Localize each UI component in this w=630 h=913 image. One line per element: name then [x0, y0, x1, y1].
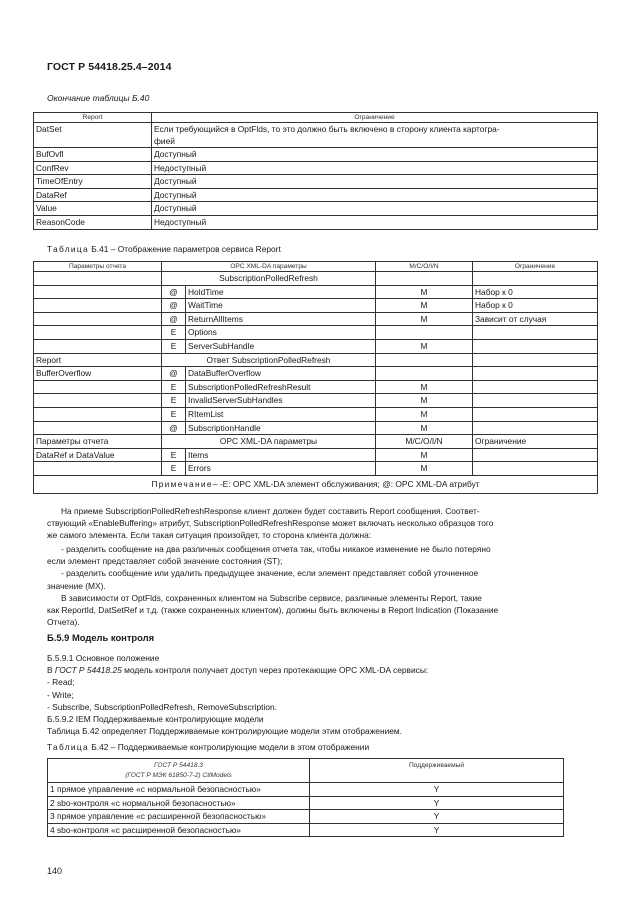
table-40-header-report: Report [34, 113, 152, 123]
table-cell: E [162, 462, 186, 476]
cell-line: Если требующийся в OptFlds, то это должно быть включено в сторону клиента картогра- [154, 124, 500, 134]
table-cell [34, 394, 162, 408]
table-cell: Зависит от случая [473, 312, 598, 326]
text-span: модель контроля получает доступ через протекающие OPC XML-DA сервисы: [124, 665, 429, 676]
table-cell: OPC XML-DA параметры [162, 435, 376, 449]
table-row [34, 175, 598, 189]
table-row [34, 407, 598, 421]
table-row [34, 312, 598, 326]
table-40 [33, 112, 598, 230]
table-row [34, 353, 598, 367]
text-line: Таблица Б.42 определяет Поддерживаемые контролирующие модели этим отображением. [47, 726, 403, 737]
table-cell [34, 339, 162, 353]
table-cell: Доступный [152, 148, 598, 162]
table-cell: Недоступный [152, 161, 598, 175]
table-cell: WaitTime [186, 299, 376, 313]
document-header: ГОСТ Р 54418.25.4–2014 [47, 61, 172, 73]
caption-text: Б.41 – Отображение параметров сервиса Report [91, 244, 281, 254]
table-cell: ConfRev [34, 161, 152, 175]
table-row [34, 339, 598, 353]
table-cell: SubscriptionHandle [186, 421, 376, 435]
table-cell: InvalidServerSubHandles [186, 394, 376, 408]
table-41-header-constraint: Ограничение [473, 262, 598, 272]
table-cell [376, 367, 473, 381]
text-line: же самого элемента. Если такая ситуация произойдет, то сторона клиента должна: [47, 530, 372, 541]
table-cell: M [376, 448, 473, 462]
table-cell: Y [310, 810, 564, 824]
table-row [48, 823, 564, 837]
table-cell [473, 326, 598, 340]
paragraph-2 [47, 543, 583, 628]
table-cell: 1 прямое управление «с нормальной безопасностью» [48, 783, 310, 797]
standard-ref: ГОСТ Р 54418.25 [54, 665, 122, 676]
text-line: Отчета). [47, 617, 80, 628]
table-cell: E [162, 448, 186, 462]
table-cell: 4 sbo-контроля «с расширенной безопасностью» [48, 823, 310, 837]
table-cell: 3 прямое управление «с расширенной безопасностью» [48, 810, 310, 824]
table-cell [473, 462, 598, 476]
table-cell: @ [162, 285, 186, 299]
text-span: В [47, 665, 53, 676]
table-41-header-mcoin: M/C/O/I/N [376, 262, 473, 272]
note-text: – -E: OPC XML-DA элемент обслуживания; @: OPC XML-DA атрибут [212, 478, 480, 489]
table-cell: @ [162, 312, 186, 326]
table-cell: BufferOverflow [34, 367, 162, 381]
table-cell: Items [186, 448, 376, 462]
table-cell: @ [162, 367, 186, 381]
table-cell: RItemList [186, 407, 376, 421]
table-cell: M [376, 407, 473, 421]
table-cell: Y [310, 823, 564, 837]
table-cell [34, 285, 162, 299]
page-number: 140 [47, 866, 63, 876]
section-heading: Б.5.9 Модель контроля [47, 632, 155, 643]
table-cell [34, 299, 162, 313]
text-line: если элемент представляет собой значение состояния (ST); [47, 556, 283, 567]
table-row [34, 161, 598, 175]
table-41-header-opc: OPC XML-DA параметры [162, 262, 376, 272]
table-cell [376, 272, 473, 286]
table-cell: M [376, 285, 473, 299]
table-row [34, 215, 598, 229]
table-cell: E [162, 339, 186, 353]
table-cell: ServerSubHandle [186, 339, 376, 353]
table-cell: M [376, 339, 473, 353]
table-row [34, 462, 598, 476]
table-cell [473, 339, 598, 353]
caption-text: Б.42 – Поддерживаемые контролирующие модели в этом отображении [91, 742, 370, 752]
table-row [34, 202, 598, 216]
caption-prefix: Таблица [47, 742, 89, 752]
table-cell: M [376, 299, 473, 313]
paragraph-1-cont [47, 517, 583, 541]
table-cell: DataRef и DataValue [34, 448, 162, 462]
table-cell [34, 462, 162, 476]
text-line: Б.5.9.2 IEM Поддерживаемые контролирующие модели [47, 714, 264, 725]
table-cell: M [376, 462, 473, 476]
table-cell: Недоступный [152, 215, 598, 229]
list-item: - Write; [47, 689, 74, 700]
table-row [34, 188, 598, 202]
table-cell: Доступный [152, 175, 598, 189]
table-cell: 2 sbo-контроля «с нормальной безопасностью» [48, 796, 310, 810]
table-42-header-ctlmodels [48, 759, 310, 783]
table-cell [473, 367, 598, 381]
table-cell [473, 272, 598, 286]
list-item: - Read; [47, 677, 75, 688]
table-cell: DataBufferOverflow [186, 367, 376, 381]
caption-prefix: Таблица [47, 244, 89, 254]
table-cell: M/C/O/I/N [376, 435, 473, 449]
table-cell: E [162, 394, 186, 408]
table-row [34, 272, 598, 286]
table-cell: ReasonCode [34, 215, 152, 229]
table-cell: M [376, 312, 473, 326]
table-row [34, 448, 598, 462]
text-line: ствующий «EnableBuffering» атрибут, SubscriptionPolledRefreshResponse может включать несколько образцов того [47, 518, 494, 528]
table-cell: Ответ SubscriptionPolledRefresh [162, 353, 376, 367]
table-cell: M [376, 421, 473, 435]
table-row [34, 380, 598, 394]
table-42-header-supported: Поддерживаемый [310, 759, 564, 783]
table-cell: Errors [186, 462, 376, 476]
table-row [34, 299, 598, 313]
table-row [34, 367, 598, 381]
table-row [34, 148, 598, 162]
table-cell: Options [186, 326, 376, 340]
table-cell [34, 326, 162, 340]
list-item: - Subscribe, SubscriptionPolledRefresh, RemoveSubscription. [47, 701, 277, 712]
text-line [47, 664, 583, 676]
text-line: В зависимости от OptFlds, сохраненных клиентом на Subscribe сервисе, различные элементы Report, такие [61, 592, 482, 603]
table-row [34, 123, 598, 148]
table-cell: E [162, 407, 186, 421]
table-cell [473, 394, 598, 408]
table-cell: Ограничение [473, 435, 598, 449]
table-41-note [34, 475, 598, 493]
text-line: Б.5.9.1 Основное положение [47, 653, 160, 663]
table-cell: Y [310, 783, 564, 797]
text-line: - разделить сообщение или удалить предыдущее значение, если элемент представляет собой уточненное [61, 568, 479, 579]
table-42 [47, 758, 564, 837]
table-cell: @ [162, 421, 186, 435]
table-cell: M [376, 380, 473, 394]
table-cell: SubscriptionPolledRefreshResult [186, 380, 376, 394]
table-cell [473, 448, 598, 462]
table-cell: Доступный [152, 188, 598, 202]
note-prefix: Примечание [151, 478, 213, 489]
table-row [48, 796, 564, 810]
table-cell: DatSet [34, 123, 152, 148]
table-row [34, 421, 598, 435]
table-41 [33, 261, 598, 494]
table-cell: @ [162, 299, 186, 313]
section-body [47, 652, 583, 737]
table-40-header-constraint: Ограничение [152, 113, 598, 123]
text-line: значение (MX). [47, 580, 106, 591]
table-row [48, 783, 564, 797]
table-cell [34, 272, 162, 286]
table-cell [473, 421, 598, 435]
table-cell [473, 380, 598, 394]
table-cell [34, 312, 162, 326]
table-cell: ReturnAllItems [186, 312, 376, 326]
table-row [48, 810, 564, 824]
table-cell: E [162, 380, 186, 394]
table-cell [473, 353, 598, 367]
table-cell: Value [34, 202, 152, 216]
table-cell [34, 380, 162, 394]
table-cell [34, 407, 162, 421]
table-cell: BufOvfl [34, 148, 152, 162]
cell-line: фией [154, 136, 175, 146]
table-row [34, 285, 598, 299]
table-42-caption [47, 742, 369, 752]
table-cell: Набор к 0 [473, 299, 598, 313]
header-line: ГОСТ Р 54418.3 [154, 762, 203, 769]
table-row [34, 435, 598, 449]
text-line: как ReportId, DatSetRef и т.д. (также сохраненных клиентом), должны быть включены в Report Indication (Показание [47, 605, 499, 616]
table-cell: E [162, 326, 186, 340]
table-cell: Доступный [152, 202, 598, 216]
table-cell [34, 421, 162, 435]
table-cell: Y [310, 796, 564, 810]
table-cell [473, 407, 598, 421]
table-cell: DataRef [34, 188, 152, 202]
table-40-caption: Окончание таблицы Б.40 [47, 93, 150, 103]
table-41-header-params: Параметры отчета [34, 262, 162, 272]
table-cell: M [376, 394, 473, 408]
table-row [34, 326, 598, 340]
text-line: На приеме SubscriptionPolledRefreshResponse клиент должен будет составить Report сообщения. Соответ- [61, 506, 480, 516]
text-line: - разделить сообщение на два различных сообщения отчета так, чтобы никакое изменение не было потеряно [61, 544, 491, 554]
table-cell: HoldTime [186, 285, 376, 299]
table-cell [376, 326, 473, 340]
table-41-caption [47, 244, 281, 254]
table-cell: Report [34, 353, 162, 367]
header-line: (ГОСТ Р МЭК 61850-7-2) CtlModels [125, 772, 232, 779]
table-cell: Набор к 0 [473, 285, 598, 299]
table-cell: SubscriptionPolledRefresh [162, 272, 376, 286]
table-row [34, 394, 598, 408]
table-cell [152, 123, 598, 148]
table-cell [376, 353, 473, 367]
table-cell: TimeOfEntry [34, 175, 152, 189]
paragraph-1 [47, 505, 583, 517]
table-cell: Параметры отчета [34, 435, 162, 449]
